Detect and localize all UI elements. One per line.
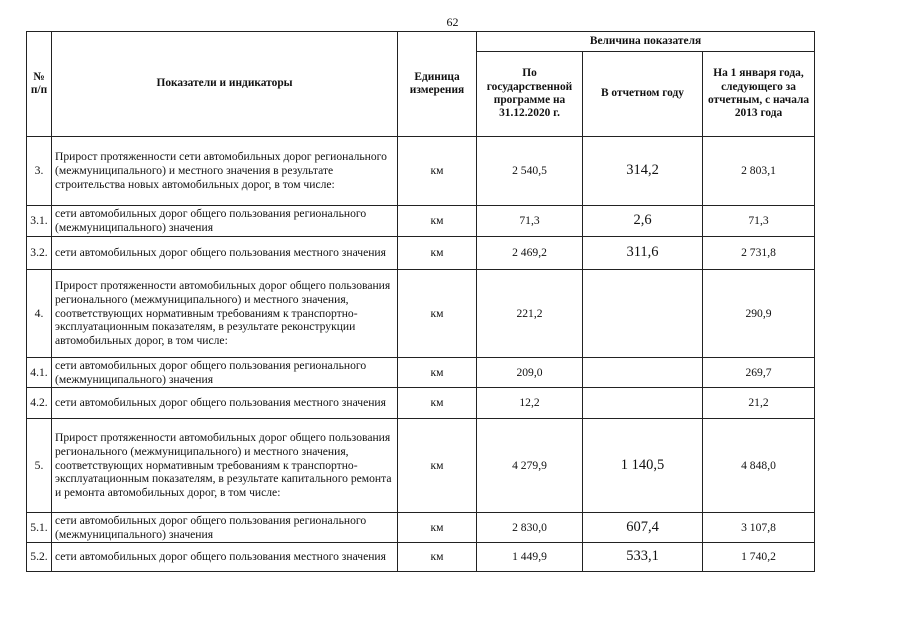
header-row-top: [27, 32, 815, 52]
row-unit: км: [398, 358, 477, 388]
row-reporting: 1 140,5: [583, 419, 703, 513]
row-name: сети автомобильных дорог общего пользования местного значения: [52, 543, 398, 572]
row-num: 4.: [27, 270, 52, 358]
row-jan1: 2 803,1: [703, 137, 815, 206]
row-unit: км: [398, 513, 477, 543]
header-program: По государственной программе на 31.12.2020 г.: [477, 52, 583, 137]
table-row: [27, 206, 815, 237]
header-value-group: Величина показателя: [477, 32, 815, 52]
row-program: 209,0: [477, 358, 583, 388]
row-reporting: [583, 388, 703, 419]
table-row: [27, 543, 815, 572]
row-unit: км: [398, 270, 477, 358]
header-unit: Единица измерения: [398, 32, 477, 137]
row-unit: км: [398, 137, 477, 206]
row-reporting: [583, 358, 703, 388]
header-reporting-year: В отчетном году: [583, 52, 703, 137]
row-unit: км: [398, 237, 477, 270]
row-unit: км: [398, 419, 477, 513]
header-jan1: На 1 января года, следующего за отчетным, с начала 2013 года: [703, 52, 815, 137]
row-reporting: 533,1: [583, 543, 703, 572]
row-jan1: 21,2: [703, 388, 815, 419]
table-row: [27, 237, 815, 270]
table-row: [27, 388, 815, 419]
row-reporting: 607,4: [583, 513, 703, 543]
row-num: 3.: [27, 137, 52, 206]
row-jan1: 3 107,8: [703, 513, 815, 543]
header-num: № п/п: [27, 32, 52, 137]
row-name: Прирост протяженности автомобильных дорог общего пользования регионального (межмуниципального) и местного значения, соответствующих нормативным требованиям к транспортно-эксплуатационным показателям, в результате реконструкции автомобильных дорог, в том числе:: [52, 270, 398, 358]
row-name: сети автомобильных дорог общего пользования регионального (межмуниципального) значения: [52, 206, 398, 237]
row-name: сети автомобильных дорог общего пользования регионального (межмуниципального) значения: [52, 513, 398, 543]
row-program: 2 540,5: [477, 137, 583, 206]
row-program: 4 279,9: [477, 419, 583, 513]
row-num: 4.1.: [27, 358, 52, 388]
row-reporting: 314,2: [583, 137, 703, 206]
table-row: [27, 419, 815, 513]
row-name: Прирост протяженности сети автомобильных дорог регионального (межмуниципального) и местного значения в результате строительства новых автомобильных дорог, в том числе:: [52, 137, 398, 206]
row-num: 5.2.: [27, 543, 52, 572]
row-unit: км: [398, 543, 477, 572]
row-num: 5.1.: [27, 513, 52, 543]
row-program: 1 449,9: [477, 543, 583, 572]
page-number: 62: [446, 15, 459, 29]
row-num: 3.1.: [27, 206, 52, 237]
row-name: Прирост протяженности автомобильных дорог общего пользования регионального (межмуниципального) и местного значения, соответствующих нормативным требованиям к транспортно-эксплуатационным показателям, в результате капитального ремонта и ремонта автомобильных дорог, в том числе:: [52, 419, 398, 513]
row-unit: км: [398, 388, 477, 419]
row-program: 221,2: [477, 270, 583, 358]
row-num: 5.: [27, 419, 52, 513]
table-row: [27, 137, 815, 206]
row-reporting: 311,6: [583, 237, 703, 270]
row-jan1: 269,7: [703, 358, 815, 388]
row-name: сети автомобильных дорог общего пользования регионального (межмуниципального) значения: [52, 358, 398, 388]
row-num: 3.2.: [27, 237, 52, 270]
row-name: сети автомобильных дорог общего пользования местного значения: [52, 388, 398, 419]
table-row: [27, 270, 815, 358]
row-jan1: 4 848,0: [703, 419, 815, 513]
row-program: 12,2: [477, 388, 583, 419]
row-jan1: 2 731,8: [703, 237, 815, 270]
row-unit: км: [398, 206, 477, 237]
row-name: сети автомобильных дорог общего пользования местного значения: [52, 237, 398, 270]
row-reporting: 2,6: [583, 206, 703, 237]
indicators-table: [26, 31, 815, 572]
row-program: 2 830,0: [477, 513, 583, 543]
table-row: [27, 513, 815, 543]
table-row: [27, 358, 815, 388]
row-jan1: 71,3: [703, 206, 815, 237]
row-program: 2 469,2: [477, 237, 583, 270]
row-num: 4.2.: [27, 388, 52, 419]
row-jan1: 1 740,2: [703, 543, 815, 572]
row-program: 71,3: [477, 206, 583, 237]
header-indicators: Показатели и индикаторы: [52, 32, 398, 137]
row-reporting: [583, 270, 703, 358]
row-jan1: 290,9: [703, 270, 815, 358]
